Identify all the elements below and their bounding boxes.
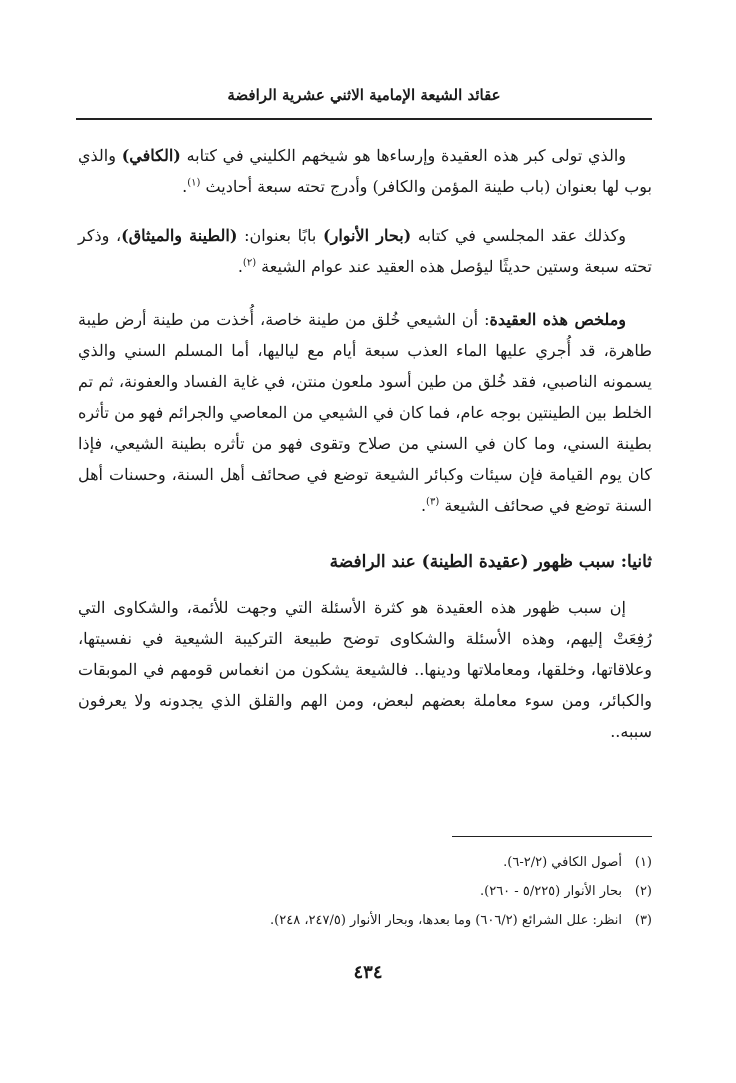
footnote-ref-2[interactable]: (٢): [242, 257, 257, 269]
footnote-number: (٣): [634, 913, 652, 928]
paragraph-text: وكذلك عقد المجلسي في كتابه: [411, 226, 627, 245]
footnote-number: (٢): [634, 884, 652, 899]
chapter-title: (الطينة والميثاق): [121, 226, 238, 245]
book-title-bihar: (بحار الأنوار): [323, 226, 412, 245]
paragraph-2: [78, 220, 652, 282]
footnote-3: [78, 906, 652, 935]
footnote-ref-1[interactable]: (١): [187, 177, 201, 189]
running-header: عقائد الشيعة الإمامية الاثني عشرية الرافضة: [227, 86, 501, 104]
paragraph-text: : أن الشيعي خُلق من طينة خاصة، أُخذت من طينة أرض طيبة طاهرة، قد أُجري عليها الماء العذب سبعة أيام مع لياليها، أما المسلم السني والذي يسمونه الناصبي، فقد خُلق من طين أسود ملعون منتن، في غاية الفساد والعفونة، ثم تم الخلط بين الطينتين بوجه عام، فما كان في الشيعي من المعاصي والجرائم فهو من تأثره بطينة السني، وما كان في السني من صلاح وتقوى فهو من تأثره بطينة الشيعي، فإذا كان يوم القيامة فإن سيئات وكبائر الشيعة توضع في صحائف أهل السنة، وحسنات أهل السنة توضع في صحائف الشيعة: [78, 310, 653, 515]
footnote-number: (١): [634, 855, 652, 870]
footnote-2: [78, 877, 652, 906]
book-title-al-kafi: (الكافي): [121, 146, 181, 165]
paragraph-4: إن سبب ظهور هذه العقيدة هو كثرة الأسئلة التي وجهت للأئمة، والشكاوى التي رُفِعَتْ إليهم، وهذه الأسئلة والشكاوى توضح طبيعة التركيبة الشيعية في نفسيتها، وعلاقاتها، وخلقها، ومعاملاتها ودينها.. فالشيعة يشكون من انغماس قومهم في الموبقات والكبائر، ومن سوء معاملة بعضهم لبعض، ومن الهم والقلق الذي يجدونه ولا يعرفون سببه..: [78, 598, 653, 741]
paragraph-text: .: [182, 177, 188, 196]
paragraph-1: [78, 140, 652, 202]
paragraph-text: ، وذكر تحته سبعة وستين حديثًا ليؤصل هذه العقيد عند عوام الشيعة: [78, 226, 652, 276]
footnote-text: انظر: علل الشرائع (٦٠٦/٢) وما بعدها، وبحار الأنوار (٢٤٧/٥، ٢٤٨).: [270, 913, 622, 928]
footnote-1: [78, 848, 652, 877]
footnote-text: أصول الكافي (٢/٢-٦).: [503, 855, 622, 870]
footnote-divider: [452, 836, 652, 837]
paragraph-3: [78, 304, 652, 521]
summary-lead: وملخص هذه العقيدة: [489, 310, 627, 329]
main-text: [78, 140, 652, 747]
page-number: ٤٣٤: [353, 962, 383, 983]
footnote-ref-3[interactable]: (٣): [426, 496, 440, 508]
paragraph-text: والذي تولى كبر هذه العقيدة وإرساءها هو شيخهم الكليني في كتابه: [180, 146, 626, 165]
paragraph-text: .: [420, 496, 427, 515]
footnotes: [78, 848, 652, 935]
footnote-text: بحار الأنوار (٥/٢٢٥ - ٢٦٠).: [480, 884, 622, 899]
paragraph-text: .: [237, 257, 243, 276]
paragraph-text: بابًا بعنوان:: [237, 226, 324, 245]
section-heading: ثانيا: سبب ظهور (عقيدة الطينة) عند الرافضة: [329, 552, 652, 572]
header-divider: [76, 118, 652, 120]
paragraph-text: والذي بوب لها بعنوان (باب طينة المؤمن والكافر) وأدرج تحته سبعة أحاديث: [78, 146, 652, 196]
